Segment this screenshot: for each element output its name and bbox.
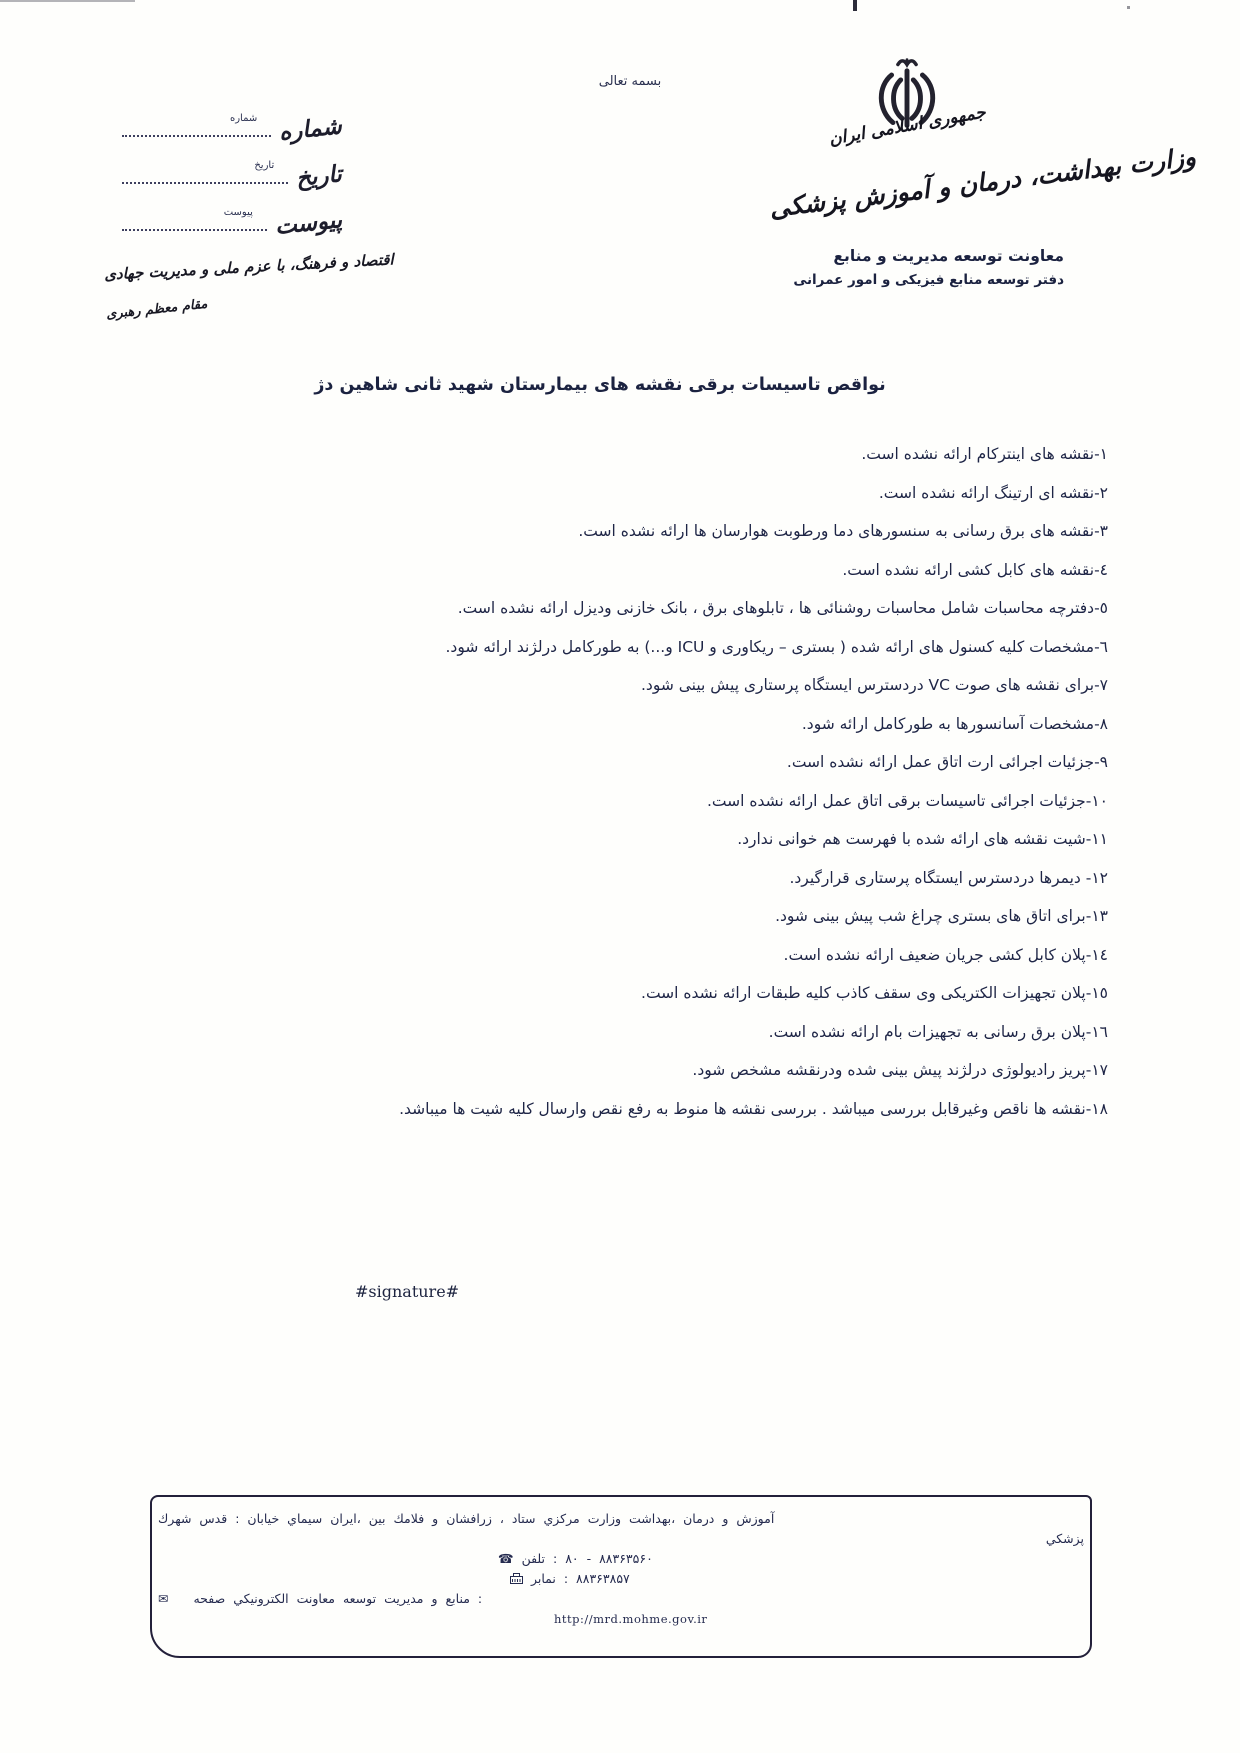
footer-address-line2: پزشكي: [1045, 1531, 1084, 1546]
bismillah-text: بسمه تعالی: [598, 74, 662, 89]
field-row-attachment: [122, 190, 344, 241]
deficiency-item: ۳-نقشه های برق رسانی به سنسورهای دما ورطوبت هوارسان ها ارائه نشده است.: [578, 522, 1108, 540]
year-slogan: اقتصاد و فرهنگ، با عزم ملی و مدیریت جهادی: [103, 250, 395, 284]
deficiency-item: ۱۱-شیت نقشه های ارائه شده با فهرست هم خوانی ندارد.: [737, 830, 1108, 848]
envelope-icon: ✉: [158, 1591, 170, 1606]
deficiency-item: ۹-جزئیات اجرائی ارت اتاق عمل ارائه نشده است.: [786, 753, 1108, 771]
date-print-label: تاریخ: [254, 160, 275, 171]
deficiency-list: [118, 435, 1108, 1128]
deficiency-item: ۷-برای نقشه های صوت VC دردسترس ایستگاه پرستاری پیش بینی شود.: [640, 676, 1108, 694]
deficiency-item: ۱۳-برای اتاق های بستری چراغ شب پیش بینی شود.: [775, 907, 1108, 925]
footer-contact-box: [150, 1495, 1092, 1658]
deficiency-item: ۱۷-پریز رادیولوژی درلژند پیش بینی شده ودرنقشه مشخص شود.: [692, 1061, 1108, 1079]
deficiency-item: ٤-نقشه های کابل کشی ارائه نشده است.: [842, 560, 1108, 579]
deficiency-item: ۱۸-نقشه ها ناقص وغیرقابل بررسی میباشد . بررسی نقشه ها منوط به رفع نقص وارسال کلیه شیت ها میباشد.: [399, 1099, 1108, 1118]
deficiency-item: ۲-نقشه ای ارتینگ ارائه نشده است.: [878, 483, 1108, 502]
date-dotted-line: [122, 162, 288, 184]
field-row-number: [122, 96, 344, 146]
deficiency-item: ۸-مشخصات آسانسورها به طورکامل ارائه شود.: [801, 714, 1108, 733]
footer-phone-line: [498, 1549, 1084, 1569]
deficiency-item: ۱۲- دیمرها دردسترس ایستگاه پرستاری قرارگیرد.: [789, 868, 1108, 887]
number-dotted-line: [122, 115, 271, 137]
fax-icon: [510, 1571, 523, 1586]
field-row-date: [122, 143, 342, 190]
calligraphy-republic-title: جمهوری اسلامی ایران: [827, 102, 988, 150]
attachment-print-label: پیوست: [223, 207, 253, 218]
footer-address-line1: شهرك ‎قدس ‎: ‎خيابان ‎سيماي ‎ايران، ‎بين ‎فلامك ‎و ‎زرافشان ‎، ‎ستاد ‎مركزي ‎وزارت ‎بهداشت، ‎درمان ‎و ‎آموزش: [158, 1511, 775, 1526]
deficiency-item: ۱۰-جزئیات اجرائی تاسیسات برقی اتاق عمل ارائه نشده است.: [706, 791, 1108, 810]
deficiency-item: ۱٦-پلان برق رسانی به تجهیزات بام ارائه نشده است.: [768, 1022, 1108, 1041]
footer-web-line: [158, 1589, 1084, 1609]
number-print-label: شماره: [229, 113, 258, 124]
date-script-label: تاریخ: [294, 161, 344, 192]
signature-placeholder: #signature#: [355, 1282, 460, 1301]
footer-url: http://mrd.mohme.gov.ir: [554, 1612, 708, 1626]
letter-meta-fields: [122, 96, 344, 241]
deficiency-item: ۱-نقشه های اینترکام ارائه نشده است.: [861, 445, 1108, 463]
footer-fax-text: نمابر ‎: ‎۸۸۳۶۳۸۵۷: [530, 1571, 630, 1586]
slogan-attribution: مقام معظم رهبری: [105, 296, 209, 323]
number-script-label: شماره: [278, 113, 344, 146]
scan-artifact: [1127, 6, 1130, 9]
deputy-name: معاونت توسعه مدیریت و منابع: [833, 247, 1064, 265]
scan-artifact: [0, 0, 135, 2]
deficiency-item: ۱٤-پلان کابل کشی جریان ضعیف ارائه نشده است.: [783, 945, 1108, 964]
letter-title: نواقص تاسیسات برقی نقشه های بیمارستان شهید ثانی شاهین دژ: [314, 375, 886, 395]
footer-phone-text: تلفن ‎: ‎۸۰ ‎- ‎۸۸۳۶۳۵۶۰: [521, 1551, 653, 1566]
phone-icon: ☎: [498, 1551, 514, 1566]
scan-artifact: [853, 0, 857, 11]
deficiency-item: ٦-مشخصات کلیه کسنول های ارائه شده ( بستری – ریکاوری و ICU و...) به طورکامل درلژند ارائه شود.: [445, 637, 1108, 656]
office-name: دفتر توسعه منابع فیزیکی و امور عمرانی: [793, 272, 1064, 288]
footer-fax-line: [510, 1569, 1084, 1589]
attachment-script-label: پیوست: [273, 207, 344, 241]
department-block: [740, 247, 1064, 288]
deficiency-item: ۱٥-پلان تجهیزات الکتریکی وی سقف کاذب کلیه طبقات ارائه نشده است.: [641, 984, 1108, 1002]
calligraphy-ministry-title: وزارت بهداشت، درمان و آموزش پزشکی: [767, 141, 1198, 224]
deficiency-item: ٥-دفترچه محاسبات شامل محاسبات روشنائی ها ، تابلوهای برق ، بانک خازنی ودیزل ارائه نشده است.: [457, 599, 1108, 617]
attachment-dotted-line: [122, 209, 267, 231]
footer-web-label: صفحه ‎الكترونيكي ‎معاونت ‎توسعه ‎مديريت ‎و ‎منابع ‎:: [193, 1591, 483, 1606]
